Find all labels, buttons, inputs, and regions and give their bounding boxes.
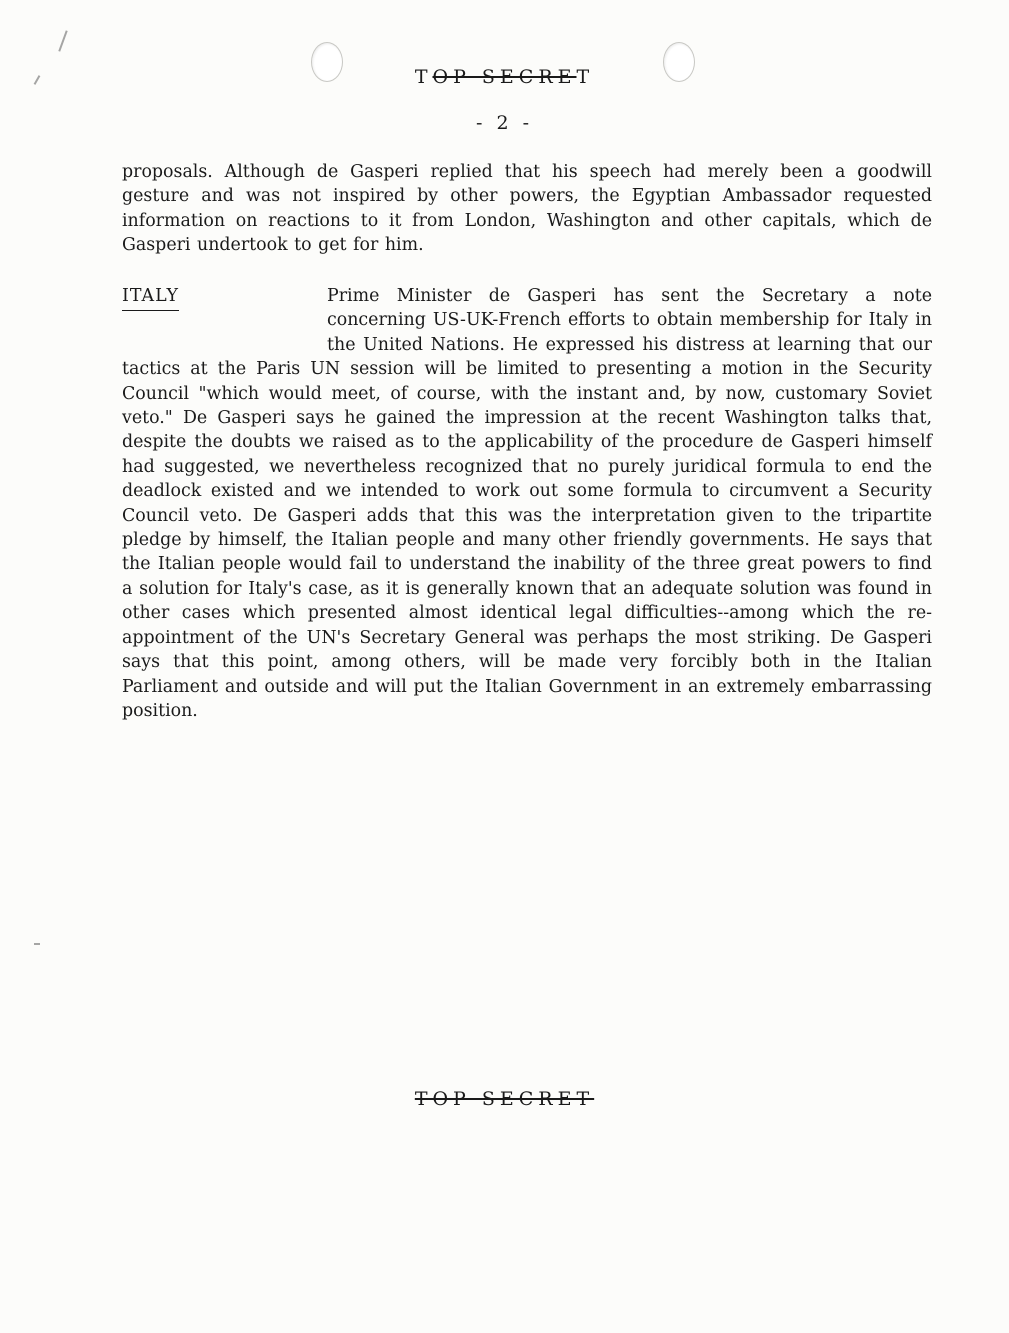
classification-struck-text: OP SECRE: [432, 66, 577, 88]
classification-last-letter: T: [576, 66, 595, 88]
intro-paragraph: proposals. Although de Gasperi replied that his speech had merely been a goodwill gesture and was not inspired by other powers, the Egyptian Ambassador requested information on reactions to it from London, Washington and other capitals, which de Gasperi undertook to get for him.: [122, 162, 932, 256]
margin-mark: [34, 943, 40, 945]
hanging-indent-spacer: [122, 310, 327, 334]
italy-section: [122, 284, 932, 723]
section-heading-text: ITALY: [122, 284, 179, 311]
page-number: - 2 -: [475, 112, 533, 134]
section-heading: [122, 284, 327, 310]
footer-classification-text: TOP SECRET: [414, 1088, 595, 1110]
header-classification: [0, 66, 1009, 88]
margin-mark: [58, 30, 67, 51]
italy-paragraph-text: Prime Minister de Gasperi has sent the Secretary a note concerning US-UK-French efforts to obtain membership for Italy in the United Nations. He expressed his distress at learning that our tactics at the Paris UN session will be limited to presenting a motion in the Security Council "which would meet, of course, with the instant and, by now, customary Soviet veto." De Gasperi says he gained the impression at the recent Washington talks that, despite the doubts we raised as to the applicability of the procedure de Gasperi himself had suggested, we nevertheless recognized that no purely juridical formula to end the deadlock existed and we intended to work out some formula to circumvent a Security Council veto. De Gasperi adds that this was the interpretation given to the tripartite pledge by himself, the Italian people and many other friendly governments. He says that the Italian people would fail to understand the inability of the three great powers to find a solution for Italy's case, as it is generally known that an adequate solution was found in other cases which presented almost identical legal difficulties--among which the re-appointment of the UN's Secretary General was perhaps the most striking. De Gasperi says that this point, among others, will be made very forcibly both in the Italian Parliament and outside and will put the Italian Government in an extremely embarrassing position.: [122, 286, 932, 721]
footer-classification: [0, 1088, 1009, 1110]
classification-first-letter: T: [414, 66, 433, 88]
